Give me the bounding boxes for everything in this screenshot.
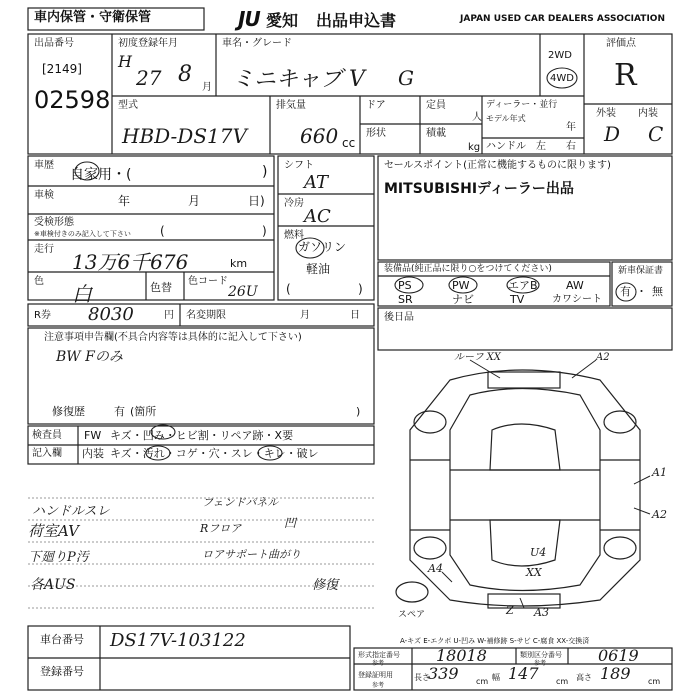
inspection-year: 年 — [118, 194, 131, 208]
registration-number-label: 登録番号 — [40, 665, 84, 678]
exterior-grade: D — [604, 122, 621, 146]
length-value: 339 — [428, 664, 459, 683]
length-unit: cm — [476, 677, 489, 686]
displacement-unit: cc — [342, 136, 356, 150]
lot-label: 出品番号 — [34, 38, 74, 49]
load-unit: kg — [468, 142, 481, 153]
ac-label: 冷房 — [284, 198, 304, 209]
handle-right: 右 — [566, 141, 576, 152]
reg-cert-label: 登録証明用 — [358, 671, 393, 679]
shape-label: 形状 — [366, 128, 386, 139]
inspector-note: 荷室AV — [28, 522, 79, 540]
class-value: 0619 — [598, 646, 639, 665]
fuel-label: 燃料 — [284, 230, 304, 241]
equipment-ps: PS — [398, 279, 412, 292]
name-change-day: 日 — [350, 310, 360, 321]
dealer-label: ディーラー・並行 — [486, 100, 558, 110]
equipment-pw: PW — [452, 279, 470, 292]
inspector-note: フェンドパネル — [202, 496, 279, 509]
warranty-sep: ・ — [636, 285, 647, 298]
form-cert-value: 18018 — [436, 646, 487, 665]
notes-text: BW Fのみ — [56, 349, 123, 365]
mileage-label: 走行 — [34, 244, 54, 255]
inspector-row1: キズ・凹み・ヒビ割・リペア跡・X要 — [110, 429, 294, 442]
inspector-row1-head: FW — [84, 429, 102, 442]
capacity-unit: 人 — [472, 112, 482, 123]
shift-value: AT — [304, 172, 329, 193]
registration-label: 初度登録年月 — [118, 38, 178, 49]
storage-note: 車内保管・守衛保管 — [34, 10, 152, 25]
lot-number: 02598 — [34, 86, 111, 114]
doors-label: ドア — [366, 100, 386, 111]
class-sub: 参考 — [534, 660, 547, 667]
warranty-yes: 有 — [620, 285, 631, 298]
equipment-airbag: エアB — [508, 279, 538, 292]
chassis-number: DS17V-103122 — [110, 630, 246, 651]
equipment-leather-seat: カワシート — [552, 294, 602, 305]
width-label: 幅 — [492, 673, 500, 682]
height-value: 189 — [600, 664, 631, 683]
fuel-gasoline: ガソリン — [298, 240, 347, 254]
load-label: 積載 — [426, 128, 446, 139]
inspector-note: 修復 — [312, 578, 339, 593]
ju-logo: JU — [238, 7, 260, 31]
map-mark-z: Z — [506, 604, 514, 617]
capacity-label: 定員 — [426, 100, 446, 111]
equipment-sr: SR — [398, 293, 413, 306]
color-code-label: 色コード — [188, 276, 228, 287]
inspector-note: 各AUS — [30, 577, 76, 593]
selling-points-label: セールスポイント(正常に機能するものに限ります) — [384, 160, 611, 171]
drive-2wd: 2WD — [548, 50, 572, 61]
height-label: 高さ — [576, 673, 592, 682]
inspector-row2-head: 内装 — [82, 447, 104, 460]
repair-label: 修復歴 — [52, 405, 85, 418]
registration-era: H — [118, 52, 132, 71]
damage-legend: A-キズ E-エクボ U-凹み W-補修跡 S-サビ C-腐食 XX-交換済 — [400, 637, 590, 645]
inspector-note: ロアサポート曲がり — [202, 548, 301, 561]
type-code: HBD-DS17V — [122, 124, 247, 148]
warranty-no: 無 — [652, 285, 663, 298]
map-mark-xx: XX — [526, 566, 542, 579]
equipment-label: 装備品(純正品に限り○をつけてください) — [384, 264, 552, 274]
acceptance-close: ) — [262, 224, 267, 238]
color-code: 26U — [228, 284, 258, 300]
class-label: 類別区分番号 — [520, 651, 562, 659]
ac-value: AC — [304, 206, 331, 227]
color-value: 白 — [72, 282, 92, 306]
history-value: 自家用・( — [70, 167, 132, 183]
form-title: 出品申込書 — [316, 11, 397, 30]
mileage-unit: km — [230, 257, 248, 270]
width-unit: cm — [556, 677, 569, 686]
form-cert-sub: 参考 — [372, 660, 385, 667]
map-mark-a3: A3 — [534, 606, 549, 619]
registration-year: 27 — [136, 66, 162, 90]
logo-region: 愛知 — [266, 11, 299, 30]
inspector-label-2: 記入欄 — [32, 448, 62, 459]
inspection-label: 車検 — [34, 190, 54, 201]
score-value: R — [614, 58, 637, 93]
inspector-note: 下廻りP汚 — [28, 550, 89, 565]
map-mark-top-right: A2 — [596, 352, 610, 363]
width-value: 147 — [508, 664, 539, 683]
acceptance-label: 受検形態 — [34, 217, 74, 228]
reg-cert-sub: 参考 — [372, 682, 385, 689]
model-year-label: モデル年式 — [486, 114, 526, 123]
inspector-note: ハンドルスレ — [32, 504, 110, 519]
interior-label: 内装 — [638, 108, 658, 119]
map-mark-right-lower: A2 — [652, 508, 667, 521]
inspector-row2: キズ・汚れ・コゲ・穴・スレ・キレ・破レ — [110, 447, 319, 460]
equipment-aw: AW — [566, 279, 584, 292]
repair-close: ) — [356, 405, 361, 418]
chassis-label: 車台番号 — [40, 633, 84, 646]
mileage-value: 13万6千676 — [72, 250, 189, 274]
association-name: JAPAN USED CAR DEALERS ASSOCIATION — [460, 14, 665, 24]
warranty-label: 新車保証書 — [618, 266, 664, 276]
inspector-label-1: 検査員 — [32, 430, 62, 441]
color-label: 色 — [34, 276, 44, 287]
height-unit: cm — [648, 677, 661, 686]
map-mark-a4: A4 — [428, 562, 443, 575]
interior-grade: C — [648, 122, 664, 146]
history-close: ) — [262, 164, 268, 180]
color-swap-label: 色替 — [150, 281, 172, 294]
equipment-tv: TV — [510, 293, 525, 306]
recycle-value: 8030 — [88, 304, 134, 325]
model-name: ミニキャブ V — [232, 67, 365, 92]
name-change-month: 月 — [300, 310, 310, 321]
displacement-label: 排気量 — [276, 100, 306, 111]
handle-left: 左 — [536, 141, 546, 152]
recycle-unit: 円 — [164, 310, 174, 321]
map-mark-right-upper: A1 — [652, 466, 667, 479]
fuel-diesel: 軽油 — [306, 262, 331, 276]
inspection-day: 日) — [248, 194, 265, 208]
fuel-open: ( — [286, 282, 291, 296]
displacement-value: 660 — [300, 124, 339, 148]
inspector-note: 凹 — [284, 516, 297, 530]
rear-seat-label: 後日品 — [384, 312, 414, 323]
map-mark-top-left: ルーフ XX — [454, 352, 501, 363]
drive-4wd: 4WD — [550, 73, 574, 84]
registration-month: 8 — [178, 62, 192, 87]
handle-label: ハンドル — [486, 141, 526, 152]
inspection-month: 月 — [188, 194, 201, 208]
recycle-label: R券 — [34, 310, 51, 321]
model-year-unit: 年 — [566, 122, 576, 133]
length-label: 長さ — [414, 673, 430, 682]
registration-month-unit: 月 — [202, 82, 212, 93]
notes-label: 注意事項申告欄(不具合内容等は具体的に記入して下さい) — [44, 332, 302, 343]
inspector-note: Rフロア — [200, 522, 242, 535]
lot-bracket-number: [2149] — [42, 62, 82, 76]
acceptance-note: ※車検付きのみ記入して下さい — [34, 230, 131, 238]
map-mark-u4: U4 — [530, 546, 547, 559]
repair-place: (箇所 — [130, 405, 157, 418]
model-grade: G — [398, 66, 414, 90]
equipment-navi: ナビ — [452, 293, 474, 306]
history-label: 車歴 — [34, 160, 54, 171]
repair-value: 有 — [114, 405, 125, 418]
spare-label: スペア — [398, 610, 426, 620]
fuel-close: ) — [358, 282, 363, 296]
type-label: 型式 — [118, 100, 138, 111]
acceptance-open: ( — [160, 224, 165, 238]
exterior-label: 外装 — [596, 108, 616, 119]
form-cert-label: 形式指定番号 — [358, 651, 400, 659]
score-label: 評価点 — [606, 38, 636, 49]
model-label: 車名・グレード — [222, 38, 292, 49]
shift-label: シフト — [284, 160, 314, 171]
name-change-label: 名変期限 — [186, 310, 226, 321]
selling-points-text: MITSUBISHIディーラー出品 — [384, 181, 574, 197]
